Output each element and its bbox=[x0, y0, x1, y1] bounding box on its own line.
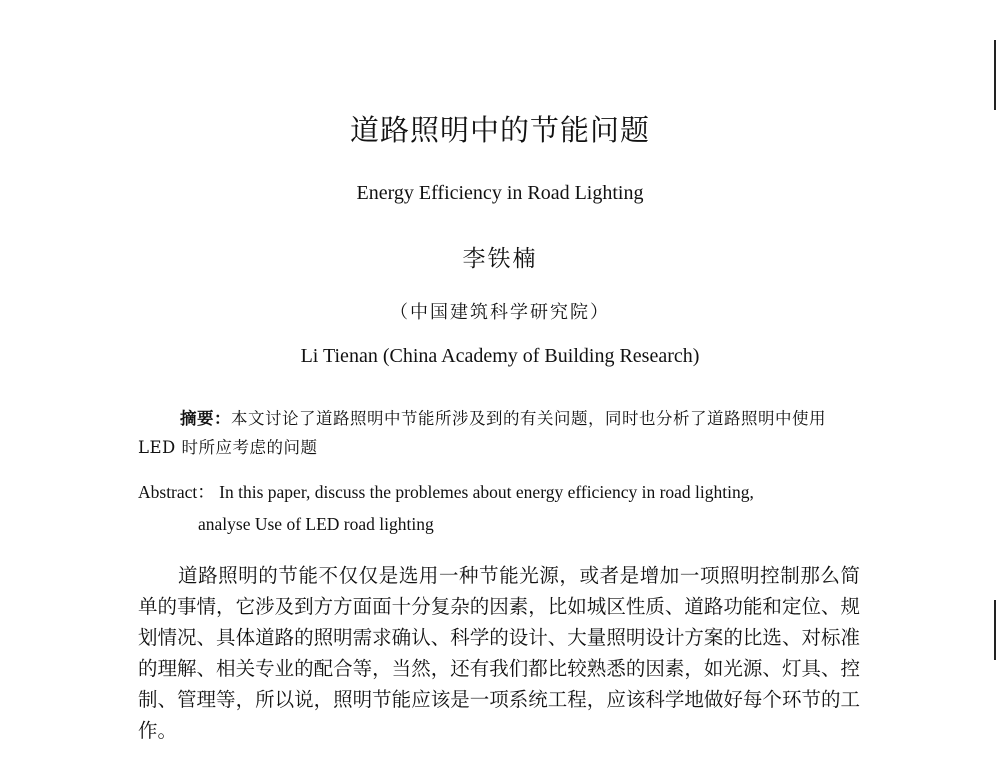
paper-title-en: Energy Efficiency in Road Lighting bbox=[356, 182, 644, 204]
abstract-en bbox=[138, 476, 878, 540]
author-name-cn: 李铁楠 bbox=[462, 246, 538, 272]
abstract-cn-text: 本文讨论了道路照明中节能所涉及到的有关问题，同时也分析了道路照明中使用 LED 时所应考虑的问题 bbox=[138, 409, 826, 457]
abstract-cn-label: 摘要： bbox=[180, 409, 231, 428]
abstract-en-line1: In this paper, discuss the problemes about energy efficiency in road lighting, bbox=[219, 482, 754, 502]
abstract-en-label: Abstract： bbox=[138, 482, 220, 502]
affiliation-cn: （中国建筑科学研究院） bbox=[390, 302, 610, 323]
body-paragraph: 道路照明的节能不仅仅是选用一种节能光源，或者是增加一项照明控制那么简单的事情，它涉及到方方面面十分复杂的因素，比如城区性质、道路功能和定位、规划情况、具体道路的照明需求确认、科学的设计、大量照明设计方案的比选、对标准的理解、相关专业的配合等，当然，还有我们都比较熟悉的因素，如光源、灯具、控制、管理等，所以说，照明节能应该是一项系统工程，应该科学地做好每个环节的工作。 bbox=[138, 564, 860, 742]
scan-edge-mark bbox=[994, 600, 996, 660]
abstract-en-line2: analyse Use of LED road lighting bbox=[198, 514, 434, 534]
author-affiliation-en: Li Tienan (China Academy of Building Research) bbox=[300, 345, 700, 367]
scan-edge-mark bbox=[994, 40, 996, 110]
abstract-cn bbox=[138, 404, 863, 462]
paper-title-cn: 道路照明中的节能问题 bbox=[349, 113, 650, 147]
